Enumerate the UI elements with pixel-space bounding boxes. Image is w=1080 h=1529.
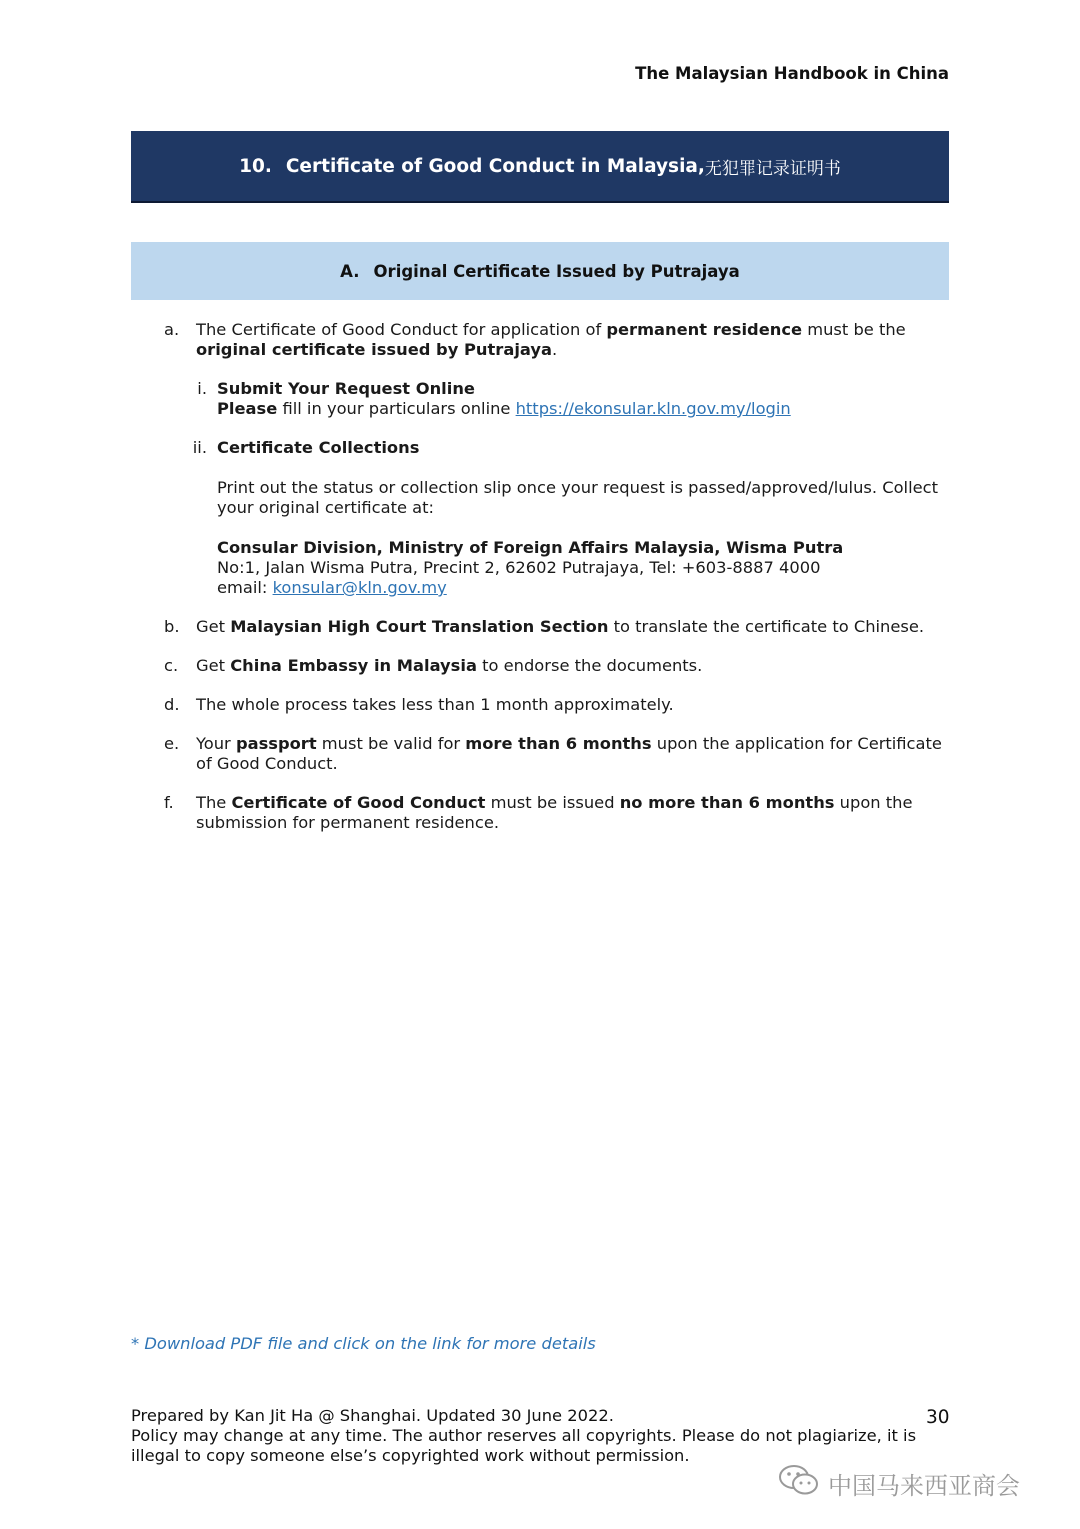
sub-item-heading: Certificate Collections	[217, 438, 420, 457]
item-text: Your	[196, 734, 236, 753]
item-bold: original certificate issued by Putrajaya	[196, 340, 552, 359]
item-text: fill in your particulars online	[277, 399, 516, 418]
office-name: Consular Division, Ministry of Foreign Affairs Malaysia, Wisma Putra	[217, 538, 844, 557]
item-bold: more than 6 months	[465, 734, 652, 753]
list-item-f	[131, 793, 951, 833]
item-text: The	[196, 793, 232, 812]
list-item-a	[131, 320, 951, 360]
instruction-list	[131, 320, 951, 852]
subsection-letter: A.	[340, 261, 360, 281]
list-marker: e.	[164, 734, 180, 753]
list-marker: c.	[164, 656, 179, 675]
wechat-icon	[778, 1463, 820, 1503]
footer-copyright: Policy may change at any time. The author reserves all copyrights. Please do not plagiarize, it is illegal to copy someone else’s copyrighted work without permission.	[131, 1426, 917, 1465]
item-bold: Please	[217, 399, 278, 418]
page-number: 30	[926, 1407, 950, 1428]
item-bold: Malaysian High Court Translation Section	[230, 617, 609, 636]
list-item-c	[131, 656, 951, 676]
item-text: Get	[196, 656, 231, 675]
item-text: Get	[196, 617, 231, 636]
email-label: email:	[217, 578, 273, 597]
sub-item-collections	[131, 438, 951, 598]
list-item-b	[131, 617, 951, 637]
footer	[131, 1406, 921, 1466]
item-bold: China Embassy in Malaysia	[230, 656, 477, 675]
item-bold: permanent residence	[606, 320, 803, 339]
subsection-title: Original Certificate Issued by Putrajaya	[373, 261, 740, 281]
section-banner	[131, 131, 949, 203]
download-note: * Download PDF file and click on the link for more details	[131, 1334, 596, 1353]
email-link[interactable]: konsular@kln.gov.my	[272, 578, 447, 597]
list-marker: d.	[164, 695, 180, 714]
subsection-banner	[131, 242, 949, 300]
list-marker: a.	[164, 320, 180, 339]
handbook-title: The Malaysian Handbook in China	[635, 64, 949, 83]
office-address: No:1, Jalan Wisma Putra, Precint 2, 62602 Putrajaya, Tel: +603-8887 4000	[217, 558, 821, 577]
ekonsular-link[interactable]: https://ekonsular.kln.gov.my/login	[515, 399, 791, 418]
item-text: must be the	[802, 320, 906, 339]
item-text: .	[552, 340, 558, 359]
footer-prepared-by: Prepared by Kan Jit Ha @ Shanghai. Updated 30 June 2022.	[131, 1406, 614, 1425]
item-text: must be issued	[485, 793, 620, 812]
item-bold: no more than 6 months	[619, 793, 835, 812]
list-item-e	[131, 734, 951, 774]
list-item-d	[131, 695, 951, 715]
watermark-text: 中国马来西亚商会	[828, 1471, 1020, 1500]
collection-instructions: Print out the status or collection slip once your request is passed/approved/lulus. Collect your original certificate at:	[217, 478, 938, 517]
sub-item-heading: Submit Your Request Online	[217, 379, 475, 398]
list-marker: b.	[164, 617, 180, 636]
item-text: The whole process takes less than 1 month approximately.	[196, 695, 674, 714]
item-bold: Certificate of Good Conduct	[231, 793, 486, 812]
section-title-zh: 无犯罪记录证明书	[704, 158, 841, 179]
list-marker: f.	[164, 793, 174, 812]
item-text: upon the application for Certificate of Good Conduct.	[196, 734, 942, 773]
section-number: 10.	[239, 155, 272, 177]
list-marker: ii.	[192, 438, 207, 457]
item-text: The Certificate of Good Conduct for application of	[196, 320, 607, 339]
item-text: to translate the certificate to Chinese.	[608, 617, 925, 636]
item-text: must be valid for	[316, 734, 466, 753]
section-title: Certificate of Good Conduct in Malaysia,	[285, 155, 705, 177]
item-text: upon the submission for permanent residence.	[196, 793, 913, 832]
sub-item-submit-online	[131, 379, 951, 419]
item-text: to endorse the documents.	[476, 656, 703, 675]
list-marker: i.	[197, 379, 207, 398]
item-bold: passport	[235, 734, 317, 753]
watermark	[778, 1463, 1020, 1503]
